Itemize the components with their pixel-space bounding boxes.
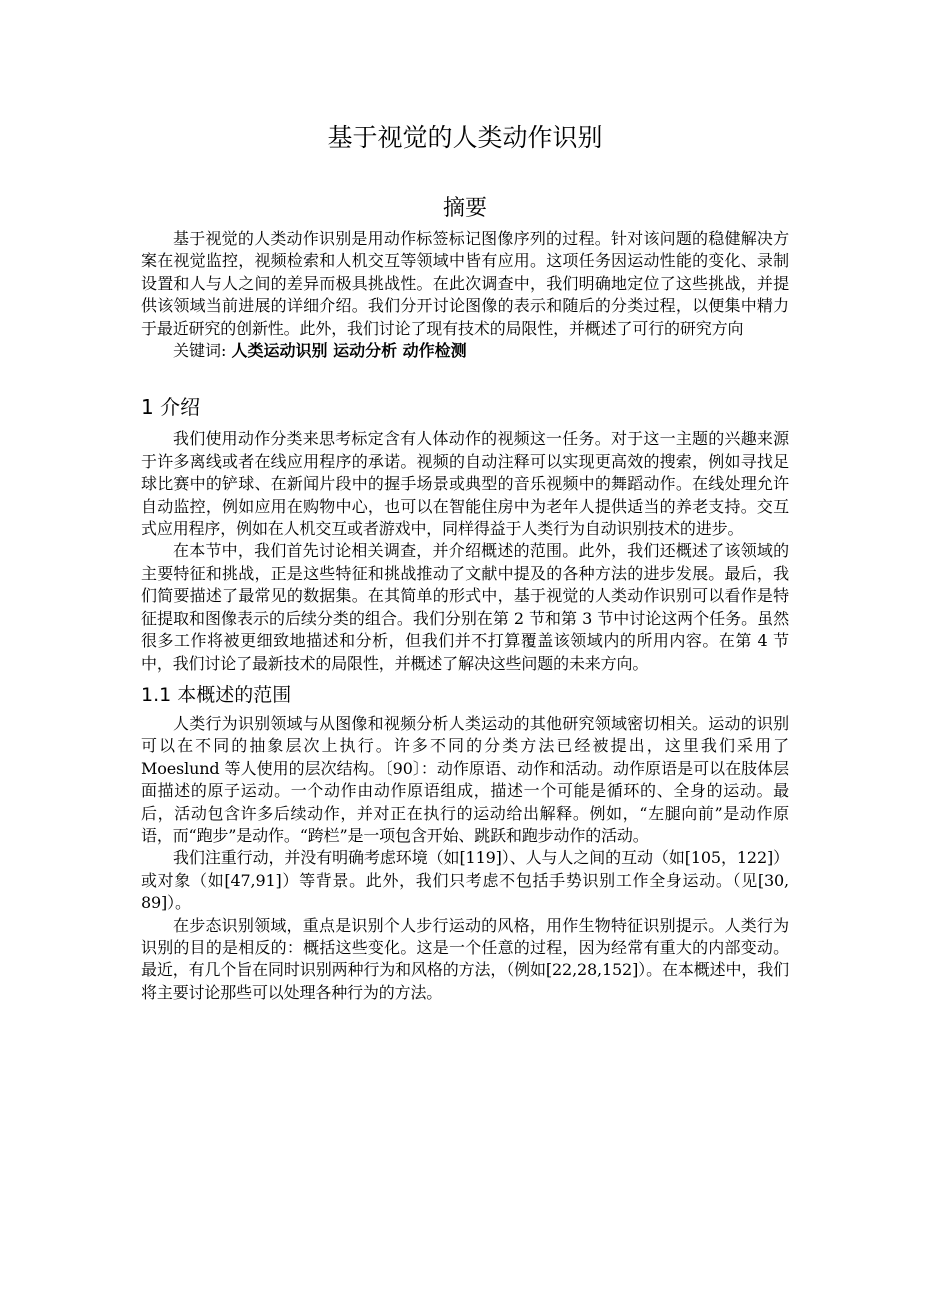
- keywords-label: 关键词:: [173, 341, 227, 361]
- section-heading-introduction: 1 介绍: [141, 395, 201, 420]
- keywords-line: [141, 340, 789, 362]
- document-page: [141, 118, 789, 1004]
- body-paragraph: 在本节中，我们首先讨论相关调查，并介绍概述的范围。此外，我们还概述了该领域的主要特征和挑战，正是这些特征和挑战推动了文献中提及的各种方法的进步发展。最后，我们简要描述了最常见的数据集。在其简单的形式中，基于视觉的人类动作识别可以看作是特征提取和图像表示的后续分类的组合。我们分别在第 2 节和第 3 节中讨论这两个任务。虽然很多工作将被更细致地描述和分析，但我们并不打算覆盖该领域内的所用内容。在第 4 节中，我们讨论了最新技术的局限性，并概述了解决这些问题的未来方向。: [141, 541, 789, 673]
- keywords-value: 人类运动识别 运动分析 动作检测: [231, 341, 467, 361]
- subsection-heading-scope: 1.1 本概述的范围: [141, 683, 292, 706]
- abstract-heading: 摘要: [442, 196, 487, 221]
- body-paragraph: 我们注重行动，并没有明确考虑环境（如[119]）、人与人之间的互动（如[105，122]）或对象（如[47,91]）等背景。此外，我们只考虑不包括手势识别工作全身运动。（见[30, 89]）。: [141, 848, 789, 913]
- body-paragraph: 人类行为识别领域与从图像和视频分析人类运动的其他研究领域密切相关。运动的识别可以在不同的抽象层次上执行。许多不同的分类方法已经被提出，这里我们采用了 Moeslund 等人使用的层次结构。〔90〕：动作原语、动作和活动。动作原语是可以在肢体层面描述的原子运动。一个动作由动作原语组成，描述一个可能是循环的、全身的运动。最后，活动包含许多后续动作，并对正在执行的运动给出解释。例如，“左腿向前”是动作原语，而“跑步”是动作。“跨栏”是一项包含开始、跳跃和跑步动作的活动。: [141, 713, 789, 845]
- document-title: 基于视觉的人类动作识别: [327, 123, 603, 152]
- body-paragraph: 我们使用动作分类来思考标定含有人体动作的视频这一任务。对于这一主题的兴趣来源于许多离线或者在线应用程序的承诺。视频的自动注释可以实现更高效的搜索，例如寻找足球比赛中的铲球、在新闻片段中的握手场景或典型的音乐视频中的舞蹈动作。在线处理允许自动监控，例如应用在购物中心，也可以在智能住房中为老年人提供适当的养老支持。交互式应用程序，例如在人机交互或者游戏中，同样得益于人类行为自动识别技术的进步。: [141, 429, 789, 539]
- body-paragraph: 在步态识别领域，重点是识别个人步行运动的风格，用作生物特征识别提示。人类行为识别的目的是相反的：概括这些变化。这是一个任意的过程，因为经常有重大的内部变动。最近，有几个旨在同时识别两种行为和风格的方法，（例如[22,28,152]）。在本概述中，我们将主要讨论那些可以处理各种行为的方法。: [141, 915, 789, 1002]
- abstract-paragraph: 基于视觉的人类动作识别是用动作标签标记图像序列的过程。针对该问题的稳健解决方案在视觉监控，视频检索和人机交互等领域中皆有应用。这项任务因运动性能的变化、录制设置和人与人之间的差异而极具挑战性。在此次调查中，我们明确地定位了这些挑战，并提供该领域当前进展的详细介绍。我们分开讨论图像的表示和随后的分类过程，以便集中精力于最近研究的创新性。此外，我们讨论了现有技术的局限性，并概述了可行的研究方向: [141, 229, 789, 338]
